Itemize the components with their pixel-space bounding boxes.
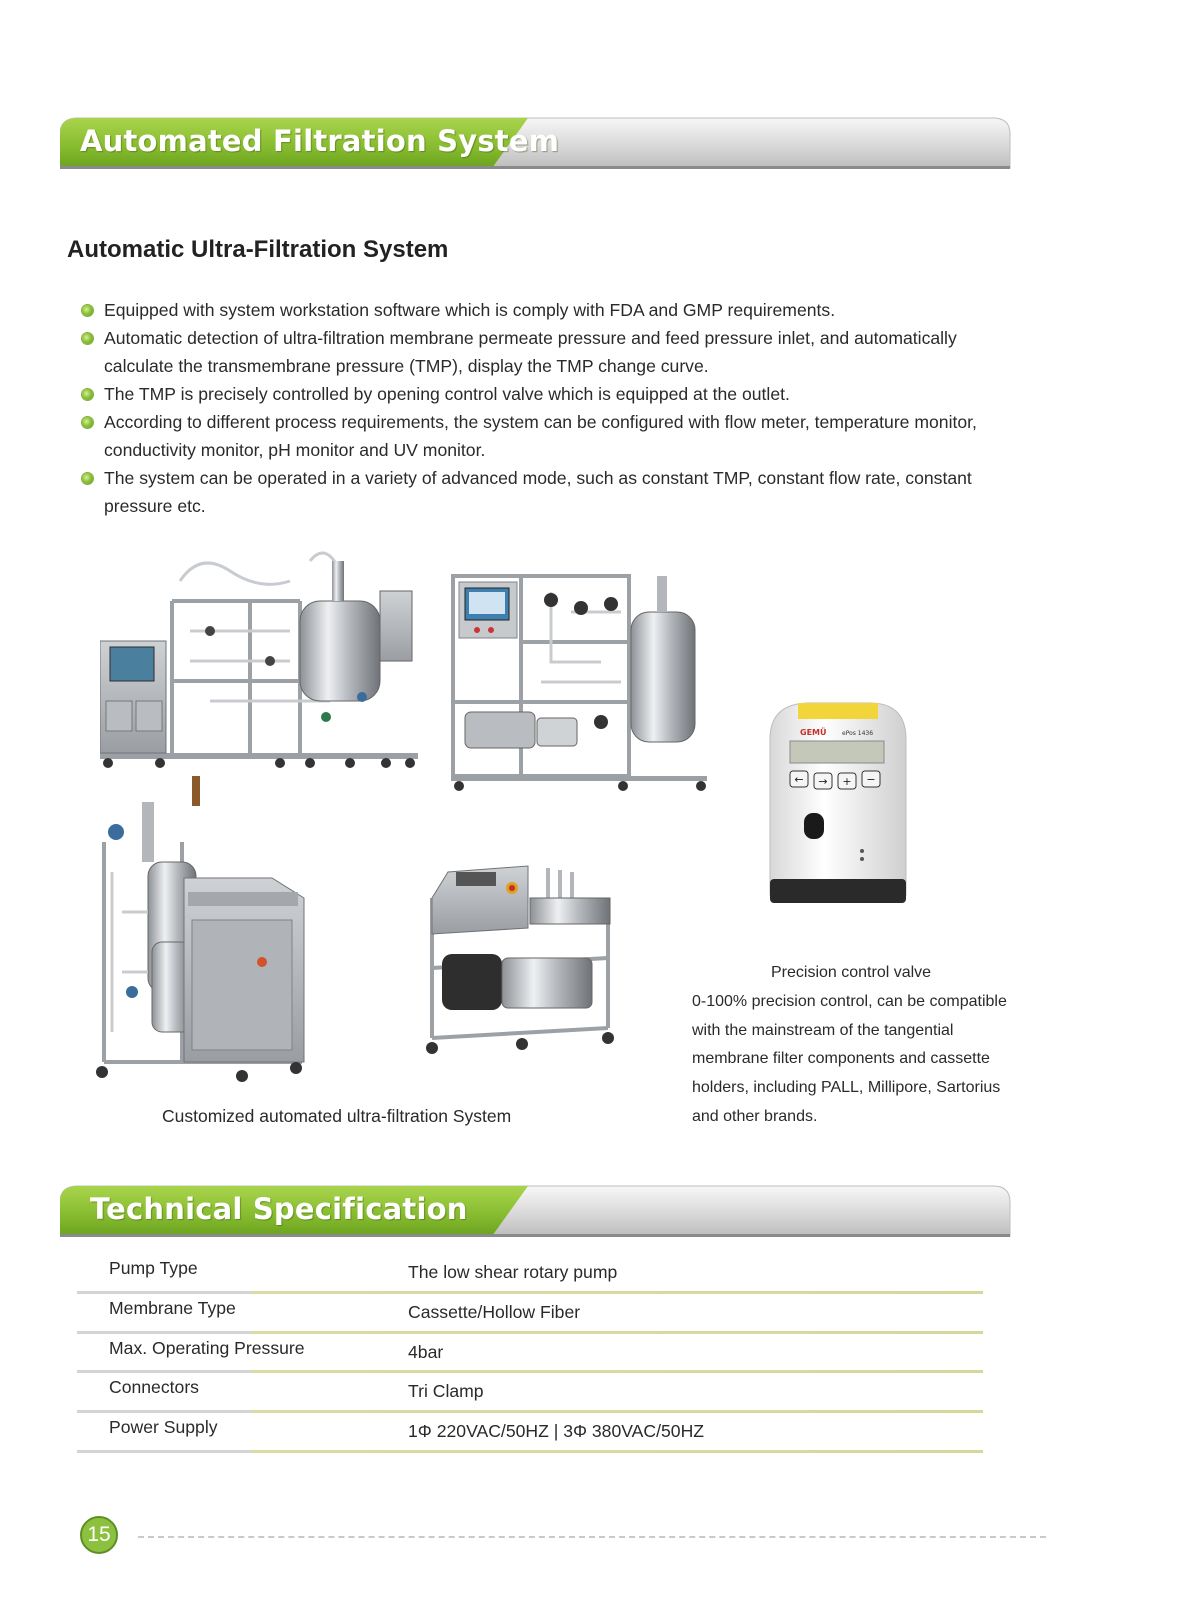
bullet-icon bbox=[82, 417, 93, 428]
bullet-icon bbox=[82, 473, 93, 484]
banner-title: Automated Filtration System bbox=[80, 124, 560, 158]
table-row bbox=[77, 1294, 983, 1334]
spec-key: Max. Operating Pressure bbox=[109, 1337, 305, 1358]
arrow-right-icon: → bbox=[818, 775, 828, 788]
spec-value: The low shear rotary pump bbox=[408, 1262, 618, 1282]
section-banner bbox=[60, 116, 1012, 170]
list-item bbox=[82, 296, 1002, 324]
feature-list bbox=[82, 296, 1002, 520]
spec-table bbox=[77, 1254, 983, 1453]
plus-icon: + bbox=[842, 775, 852, 788]
section-banner bbox=[60, 1184, 1012, 1238]
spec-key: Pump Type bbox=[109, 1258, 198, 1278]
minus-icon: − bbox=[866, 773, 876, 786]
filtration-system-photo bbox=[418, 858, 628, 1070]
filtration-system-photo bbox=[451, 572, 713, 802]
filtration-system-photo bbox=[92, 772, 314, 1098]
systems-caption: Customized automated ultra-filtration System bbox=[162, 1106, 512, 1126]
list-item bbox=[82, 380, 1002, 408]
table-row bbox=[77, 1334, 983, 1374]
valve-model: ePos 1436 bbox=[842, 730, 874, 737]
list-item-text: According to different process requirements, the system can be configured with flow meter, temperature monitor, conductivity monitor, pH monitor and UV monitor. bbox=[104, 412, 977, 460]
valve-brand: GEMÜ bbox=[800, 728, 827, 737]
list-item-text: The system can be operated in a variety of advanced mode, such as constant TMP, constant flow rate, constant pressure etc. bbox=[104, 468, 972, 516]
list-item bbox=[82, 408, 1002, 464]
bullet-icon bbox=[82, 305, 93, 316]
bullet-icon bbox=[82, 389, 93, 400]
filtration-system-photo bbox=[100, 541, 428, 787]
row-divider bbox=[77, 1450, 983, 1453]
control-valve-photo bbox=[760, 699, 916, 917]
footer-divider bbox=[138, 1536, 1046, 1538]
product-title: Automatic Ultra-Filtration System bbox=[67, 236, 449, 263]
valve-caption-description: 0-100% precision control, can be compatible with the mainstream of the tangential membrane filter components and cassette holders, including PALL, Millipore, Sartorius and other brands. bbox=[692, 993, 1007, 1125]
spec-key: Connectors bbox=[109, 1377, 199, 1398]
list-item bbox=[82, 464, 1002, 520]
valve-caption-title: Precision control valve bbox=[771, 964, 932, 981]
spec-value: 1Φ 220VAC/50HZ | 3Φ 380VAC/50HZ bbox=[408, 1421, 705, 1442]
table-row bbox=[77, 1254, 983, 1294]
page-number: 15 bbox=[80, 1516, 118, 1554]
list-item bbox=[82, 324, 1002, 380]
spec-key: Membrane Type bbox=[109, 1297, 236, 1318]
spec-value: Tri Clamp bbox=[408, 1381, 484, 1402]
spec-value: Cassette/Hollow Fiber bbox=[408, 1301, 581, 1322]
bullet-icon bbox=[82, 333, 93, 344]
list-item-text: Automatic detection of ultra-filtration membrane permeate pressure and feed pressure inlet, and automatically calculate the transmembrane pressure (TMP), display the TMP change curve. bbox=[104, 328, 957, 376]
arrow-left-icon: ← bbox=[794, 773, 804, 786]
spec-key: Power Supply bbox=[109, 1417, 218, 1438]
banner-title: Technical Specification bbox=[90, 1192, 468, 1226]
table-row bbox=[77, 1373, 983, 1413]
spec-value: 4bar bbox=[408, 1341, 444, 1362]
table-row bbox=[77, 1413, 983, 1453]
list-item-text: The TMP is precisely controlled by opening control valve which is equipped at the outlet. bbox=[104, 384, 790, 404]
list-item-text: Equipped with system workstation software which is comply with FDA and GMP requirements. bbox=[104, 300, 836, 320]
